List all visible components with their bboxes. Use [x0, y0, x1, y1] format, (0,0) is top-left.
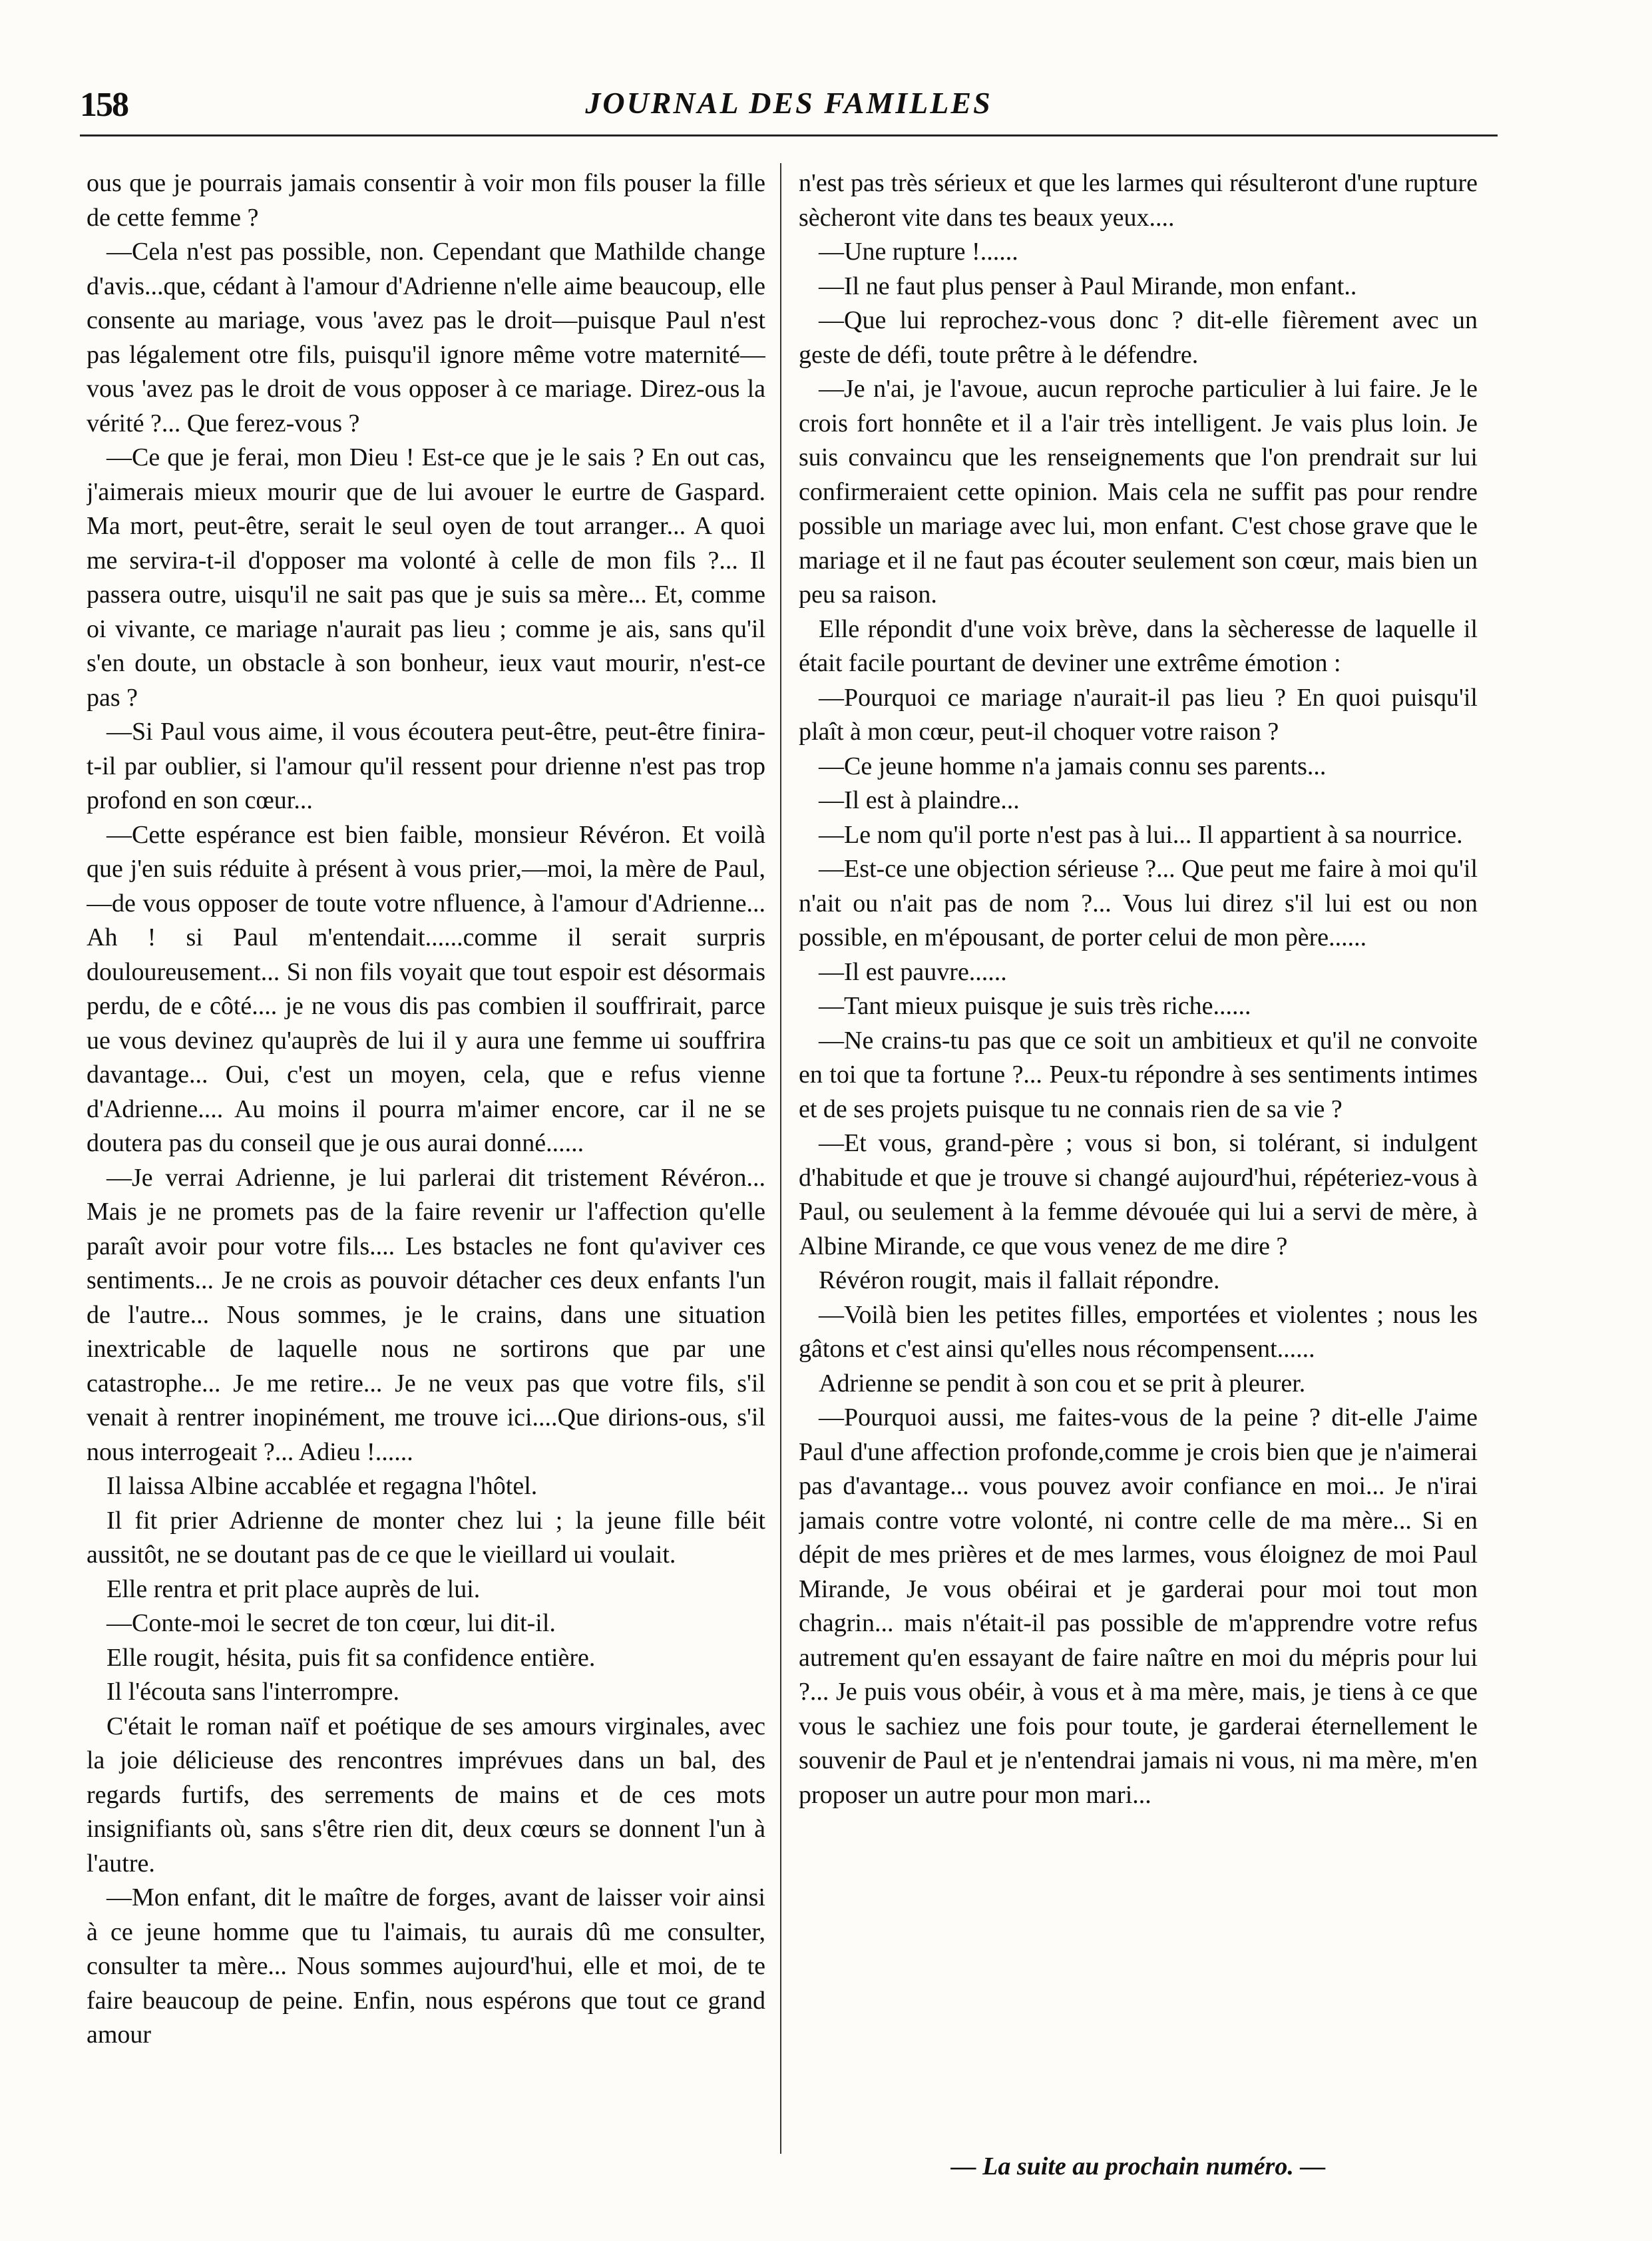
paragraph: —Pourquoi aussi, me faites-vous de la peine ? dit-elle J'aime Paul d'une affection profonde,comme je crois bien que je n'aimerai pas d'avantage... vous pouvez avoir confiance en moi... Je n'irai jamais contre votre volonté, ni contre celle de ma mère... Si en dépit de mes prières et de mes larmes, vous éloignez de moi Paul Mirande, Je vous obéirai et je garderai pour moi tout mon chagrin... mais n'était-il pas possible de m'apprendre votre refus autrement qu'en essayant de faire naître en moi du mépris pour lui ?... Je puis vous obéir, à vous et à ma mère, mais, je tiens à ce que vous le sachiez une fois pour toute, je garderai éternellement le souvenir de Paul et je n'entendrai jamais ni vous, ni ma mère, m'en proposer un autre pour mon mari...: [799, 1403, 1478, 1809]
paragraph: —Que lui reprochez-vous donc ? dit-elle fièrement avec un geste de défi, toute prêtre à le défendre.: [799, 306, 1478, 369]
column-divider: [780, 163, 781, 2154]
paragraph: —Il ne faut plus penser à Paul Mirande, mon enfant..: [819, 272, 1357, 300]
paragraph: —Si Paul vous aime, il vous écoutera peut-être, peut-être finira-t-il par oublier, si l'amour qu'il ressent pour drienne n'est pas trop profond en son cœur...: [87, 718, 765, 814]
paragraph: Adrienne se pendit à son cou et se prit à pleurer.: [819, 1369, 1306, 1397]
paragraph: —Voilà bien les petites filles, emportées et violentes ; nous les gâtons et c'est ainsi qu'elles nous récompensent......: [799, 1300, 1478, 1363]
paragraph: ous que je pourrais jamais consentir à voir mon fils pouser la fille de cette femme ?: [87, 169, 765, 232]
paragraph: —Cela n'est pas possible, non. Cependant que Mathilde change d'avis...que, cédant à l'amour d'Adrienne n'elle aime beaucoup, elle consente au mariage, vous 'avez pas le droit—puisque Paul n'est pas légalement otre fils, puisqu'il ignore même votre maternité—vous 'avez pas le droit de vous opposer à ce mariage. Direz-ous la vérité ?... Que ferez-vous ?: [87, 238, 765, 437]
paragraph: —Il est à plaindre...: [819, 786, 1020, 814]
paragraph: —Je n'ai, je l'avoue, aucun reproche particulier à lui faire. Je le crois fort honnête et il a l'air très intelligent. Je vais plus loin. Je suis convaincu que les renseignements que l'on prendrait sur lui confirmeraient cette opinion. Mais cela ne suffit pas pour rendre possible un mariage avec lui, mon enfant. C'est chose grave que le mariage et il ne faut pas écouter seulement son cœur, mais bien un peu sa raison.: [799, 375, 1478, 609]
paragraph: —Le nom qu'il porte n'est pas à lui... Il appartient à sa nourrice.: [819, 820, 1463, 849]
paragraph: n'est pas très sérieux et que les larmes qui résulteront d'une rupture sècheront vite dans tes beaux yeux....: [799, 169, 1478, 232]
paragraph: Il laissa Albine accablée et regagna l'hôtel.: [106, 1472, 538, 1500]
paragraph: —Pourquoi ce mariage n'aurait-il pas lieu ? En quoi puisqu'il plaît à mon cœur, peut-il choquer votre raison ?: [799, 683, 1478, 746]
paragraph: Il l'écouta sans l'interrompre.: [106, 1678, 399, 1706]
journal-title: JOURNAL DES FAMILLES: [585, 86, 992, 120]
paragraph: —Une rupture !......: [819, 238, 1018, 266]
page-header: [80, 80, 1498, 140]
paragraph: Elle rentra et prit place auprès de lui.: [106, 1575, 481, 1603]
header-rule: [80, 134, 1498, 136]
paragraph: —Conte-moi le secret de ton cœur, lui dit-il.: [106, 1609, 556, 1637]
paragraph: —Ce que je ferai, mon Dieu ! Est-ce que je le sais ? En out cas, j'aimerais mieux mourir que de lui avouer le eurtre de Gaspard. Ma mort, peut-être, serait le seul oyen de tout arranger... A quoi me servira-t-il d'opposer ma volonté à celle de mon fils ?... Il passera outre, uisqu'il ne sait pas que je suis sa mère... Et, comme oi vivante, ce mariage n'aurait pas lieu ; comme je ais, sans qu'il s'en doute, un obstacle à son bonheur, ieux vaut mourir, n'est-ce pas ?: [87, 443, 765, 712]
left-column: [87, 166, 765, 2150]
paragraph: —Mon enfant, dit le maître de forges, avant de laisser voir ainsi à ce jeune homme que tu l'aimais, tu aurais dû me consulter, consulter ta mère... Nous sommes aujourd'hui, elle et moi, de te faire beaucoup de peine. Enfin, nous espérons que tout ce grand amour: [87, 1883, 765, 2049]
paragraph: —Tant mieux puisque je suis très riche......: [819, 992, 1251, 1020]
paragraph: Elle répondit d'une voix brève, dans la sècheresse de laquelle il était facile pourtant de deviner une extrême émotion :: [799, 615, 1478, 677]
right-column: [799, 166, 1478, 2097]
paragraph: —Et vous, grand-père ; vous si bon, si tolérant, si indulgent d'habitude et que je trouve si changé aujourd'hui, répéteriez-vous à Paul, ou seulement à la femme dévouée qui lui a servi de mère, à Albine Mirande, ce que vous venez de me dire ?: [799, 1129, 1478, 1260]
paragraph: C'était le roman naïf et poétique de ses amours virginales, avec la joie délicieuse des rencontres imprévues dans un bal, des regards furtifs, des serrements de mains et de ces mots insignifiants où, sans s'être rien dit, deux cœurs se donnent l'un à l'autre.: [87, 1712, 765, 1877]
paragraph: —Je verrai Adrienne, je lui parlerai dit tristement Révéron... Mais je ne promets pas de la faire revenir ur l'affection qu'elle paraît avoir pour votre fils.... Les bstacles ne font qu'aviver ces sentiments... Je ne crois as pouvoir détacher ces deux enfants l'un de l'autre... Nous sommes, je le crains, dans une situation inextricable de laquelle nous ne sortirons que par une catastrophe... Je me retire... Je ne veux pas que votre fils, s'il venait à rentrer inopinément, me trouve ici....Que dirions-ous, s'il nous interrogeait ?... Adieu !......: [87, 1163, 765, 1466]
paragraph: —Cette espérance est bien faible, monsieur Révéron. Et voilà que j'en suis réduite à présent à vous prier,—moi, la mère de Paul,—de vous opposer de toute votre nfluence, à l'amour d'Adrienne... Ah ! si Paul m'entendait......comme il serait surpris douloureusement... Si non fils voyait que tout espoir est désormais perdu, de e côté.... je ne vous dis pas combien il souffrirait, parce ue vous devinez qu'auprès de lui il y aura une femme ui souffrira davantage... Oui, c'est un moyen, cela, que e refus vienne d'Adrienne.... Au moins il pourra m'aimer encore, car il ne se doutera pas du conseil que je ous aurai donné......: [87, 820, 765, 1157]
paragraph: Il fit prier Adrienne de monter chez lui ; la jeune fille béit aussitôt, ne se doutant pas de ce que le vieillard ui voulait.: [87, 1506, 765, 1569]
continuation-note: — La suite au prochain numéro. —: [950, 2152, 1326, 2180]
paragraph: —Ne crains-tu pas que ce soit un ambitieux et qu'il ne convoite en toi que ta fortune ?... Peux-tu répondre à ses sentiments intimes et de ses projets puisque tu ne connais rien de sa vie ?: [799, 1026, 1478, 1123]
paragraph: Elle rougit, hésita, puis fit sa confidence entière.: [106, 1643, 596, 1672]
paragraph: —Est-ce une objection sérieuse ?... Que peut me faire à moi qu'il n'ait ou n'ait pas de nom ?... Vous lui direz s'il lui est ou non possible, en m'épousant, de porter celui de mon père......: [799, 855, 1478, 951]
paragraph: —Ce jeune homme n'a jamais connu ses parents...: [819, 752, 1327, 780]
paragraph: —Il est pauvre......: [819, 957, 1007, 986]
paragraph: Révéron rougit, mais il fallait répondre.: [819, 1266, 1220, 1294]
page-number: 158: [80, 86, 128, 124]
